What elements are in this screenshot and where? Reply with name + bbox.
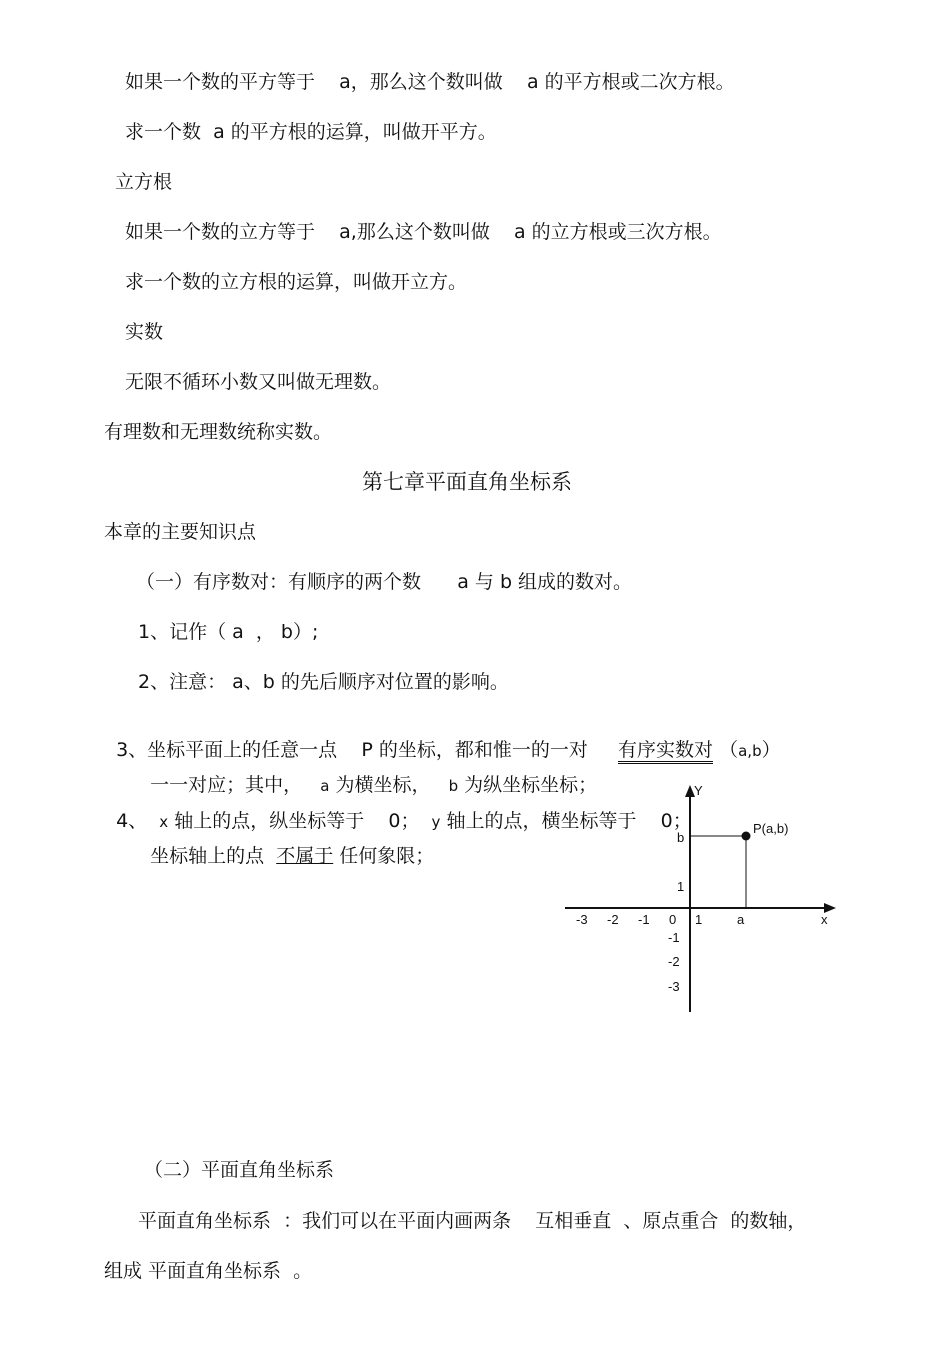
text-segment: 轴上的点，横坐标等于 0；: [440, 810, 692, 832]
y-tick-label: 1: [677, 879, 685, 894]
a-label: a: [737, 912, 745, 927]
text-line-2: 求一个数 a 的平方根的运算，叫做开平方。: [125, 121, 497, 143]
heading-real-numbers: 实数: [125, 321, 164, 343]
text-line-1: 如果一个数的平方等于 a，那么这个数叫做 a 的平方根或二次方根。: [125, 71, 735, 93]
y-tick-label: -1: [668, 930, 680, 945]
text-segment: 轴上的点，纵坐标等于 0；: [168, 810, 432, 832]
text-segment: 坐标轴上的点: [150, 845, 277, 867]
text-segment: b: [448, 777, 459, 795]
origin-label: 0: [669, 912, 677, 927]
text-line-4: 如果一个数的立方等于 a,那么这个数叫做 a 的立方根或三次方根。: [125, 221, 722, 243]
text-segment: 一一对应；其中，: [150, 774, 321, 796]
section-heading-2: （二）平面直角坐标系: [144, 1159, 335, 1181]
text-segment: y: [431, 813, 441, 831]
x-tick-label: -3: [576, 912, 588, 927]
chapter-title: 第七章平面直角坐标系: [362, 470, 572, 494]
text-segment: （: [713, 739, 739, 761]
text-line-18: 平面直角坐标系 ：我们可以在平面内画两条 互相垂直 、原点重合 的数轴，: [138, 1210, 807, 1232]
text-segment: ）: [761, 739, 781, 761]
point-p: [742, 832, 751, 841]
text-line-8: 有理数和无理数统称实数。: [104, 421, 333, 443]
text-segment: a,b: [738, 742, 762, 760]
double-underlined-term: 有序实数对: [618, 739, 713, 764]
text-line-5: 求一个数的立方根的运算，叫做开立方。: [125, 271, 468, 293]
text-segment: 任何象限；: [333, 845, 435, 867]
text-line-10: （一）有序数对：有顺序的两个数 a 与 b 组成的数对。: [136, 571, 633, 593]
text-segment: 3、坐标平面上的任意一点 P 的坐标，都和惟一的一对: [116, 739, 619, 761]
x-tick-label: 1: [695, 912, 703, 927]
text-line-19: 组成 平面直角坐标系 。: [104, 1260, 313, 1282]
y-tick-label: -2: [668, 954, 680, 969]
heading-cube-root: 立方根: [115, 171, 173, 193]
point-label: P(a,b): [753, 821, 789, 836]
x-axis-label: x: [821, 912, 828, 927]
text-segment: x: [159, 813, 169, 831]
coordinate-plane-diagram: [560, 780, 850, 1020]
text-segment: 4、: [116, 810, 160, 832]
text-line-7: 无限不循环小数又叫做无理数。: [125, 371, 392, 393]
x-tick-label: -2: [607, 912, 619, 927]
text-segment: 为横坐标，: [329, 774, 449, 796]
section-intro: 本章的主要知识点: [104, 521, 257, 543]
text-line-11: 1、记作（ a ， b）;: [138, 621, 319, 643]
x-tick-label: -1: [638, 912, 650, 927]
text-segment: a: [320, 777, 330, 795]
underlined-term: 不属于: [276, 845, 334, 867]
b-label: b: [677, 830, 685, 845]
text-line-12: 2、注意： a、b 的先后顺序对位置的影响。: [138, 671, 509, 693]
text-line-16: [138, 820, 434, 868]
y-tick-label: -3: [668, 979, 680, 994]
text-segment: 为纵坐标坐标；: [458, 774, 598, 796]
y-axis-label: Y: [694, 783, 703, 798]
